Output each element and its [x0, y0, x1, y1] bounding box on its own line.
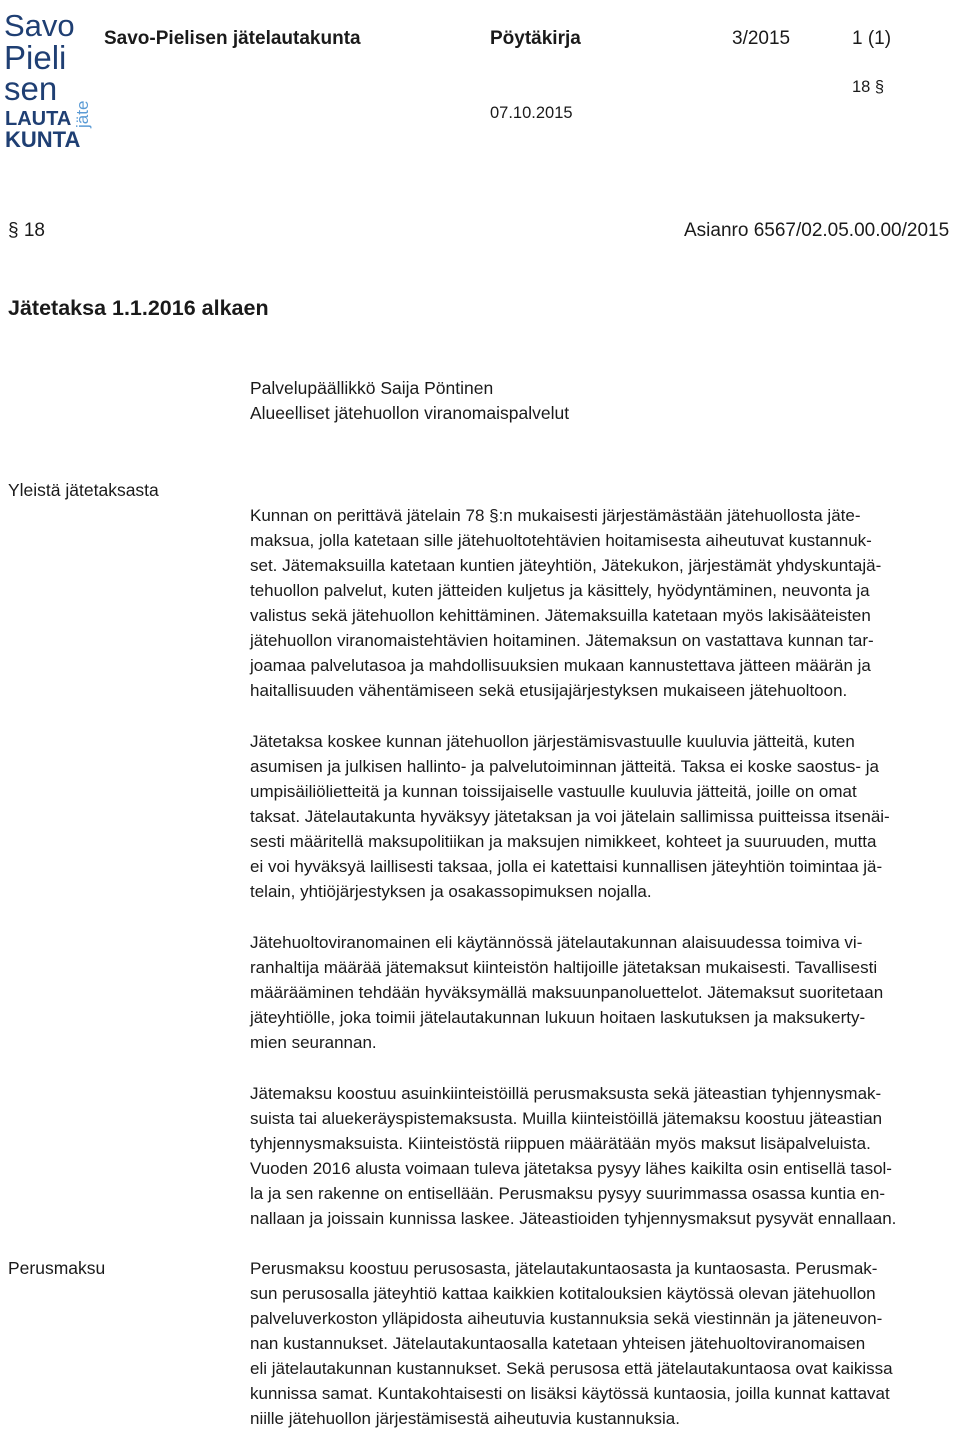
paragraph-line: jätehuollon viranomaistehtävien hoitaminen. Jätemaksun on vastattava kunnan tar-: [250, 631, 874, 650]
logo-line-savo: Savo: [4, 8, 75, 43]
paragraph-line: eli jätelautakunnan kustannukset. Sekä perusosa että jätelautakuntaosa ovat kaikissa: [250, 1359, 893, 1378]
paragraph-line: nallaan ja joissain kunnissa laskee. Jäteastioiden tyhjennysmaksut pysyvät ennallaan.: [250, 1209, 897, 1228]
header-organization: Savo-Pielisen jätelautakunta: [104, 28, 361, 49]
paragraph-line: taksat. Jätelautakunta hyväksyy jätetaksan ja voi jätelain sallimissa puitteissa itsenäi-: [250, 807, 890, 826]
paragraph-line: Perusmaksu koostuu perusosasta, jätelautakuntaosasta ja kuntaosasta. Perusmak-: [250, 1259, 878, 1278]
paragraph-line: tyhjennysmaksuista. Kiinteistöstä riippuen määrätään myös maksut lisäpalveluista.: [250, 1134, 871, 1153]
section-number: § 18: [8, 220, 45, 241]
paragraph-line: Vuoden 2016 alusta voimaan tuleva jätetaksa pysyy lähes kaikilta osin entisellä tasol-: [250, 1159, 892, 1178]
logo-line-kunta: KUNTA: [5, 127, 81, 152]
logo-line-lauta: LAUTA: [5, 108, 72, 130]
paragraph-line: maksua, jolla katetaan sille jätehuoltotehtävien hoitamisesta aiheutuvat kustannuk-: [250, 531, 872, 550]
header-date: 07.10.2015: [490, 104, 573, 122]
presenter-name: Palvelupäällikkö Saija Pöntinen: [250, 378, 494, 398]
logo-line-sen: sen: [4, 70, 58, 107]
paragraph-basic-fee: [250, 1256, 960, 1431]
sidebar-heading-general: Yleistä jätetaksasta: [8, 480, 159, 500]
paragraph-line: ranhaltija määrää jätemaksut kiinteistön haltijoille jätetaksan mukaisesti. Tavallisesti: [250, 958, 878, 977]
paragraph-fee-structure: [250, 1081, 960, 1231]
case-number: Asianro 6567/02.05.00.00/2015: [684, 220, 950, 241]
presenter-unit: Alueelliset jätehuollon viranomaispalvelut: [250, 403, 570, 423]
paragraph-line: nan kustannukset. Jätelautakuntaosalla katetaan yhteisen jätehuoltoviranomaisen: [250, 1334, 866, 1353]
savo-pielisen-jatelautakunta-logo: [4, 6, 92, 152]
paragraph-line: suista tai aluekeräyspistemaksusta. Muilla kiinteistöillä jätemaksu koostuu jäteastian: [250, 1109, 883, 1128]
paragraph-line: asumisen ja julkisen hallinto- ja palvelutoiminnan jätteitä. Taksa ei koske saostus- ja: [250, 757, 880, 776]
paragraph-line: Jätehuoltoviranomainen eli käytännössä jätelautakunnan alaisuudessa toimiva vi-: [250, 933, 863, 952]
paragraph-line: haitallisuuden vähentämiseen sekä etusijajärjestyksen mukaiseen jätehuoltoon.: [250, 681, 848, 700]
paragraph-line: ei voi hyväksyä laillisesti taksaa, jolla ei katettaisi kunnallisen jäteyhtiön toimintaa jä-: [250, 857, 883, 876]
paragraph-line: Jätemaksu koostuu asuinkiinteistöillä perusmaksusta sekä jäteastian tyhjennysmak-: [250, 1084, 882, 1103]
paragraph-line: mien seurannan.: [250, 1033, 377, 1052]
paragraph-line: palveluverkoston ylläpidosta aiheutuvia kustannuksia sekä viestinnän ja jäteneuvon-: [250, 1309, 883, 1328]
paragraph-line: joamaa palvelutasoa ja mahdollisuuksien mukaan kannustettava jätteen määrän ja: [250, 656, 871, 675]
sidebar-heading-basic-fee: Perusmaksu: [8, 1258, 106, 1278]
paragraph-line: set. Jätemaksuilla katetaan kuntien jäteyhtiön, Jätekukon, järjestämät yhdyskuntajä-: [250, 556, 882, 575]
paragraph-line: kunnissa samat. Kuntakohtaisesti on lisäksi käytössä kuntaosia, joilla kunnat kattavat: [250, 1384, 890, 1403]
logo-line-pieli: Pieli: [4, 39, 67, 76]
paragraph-line: sesti määritellä maksupolitiikan ja maksujen nimikkeet, kohteet ja suuruuden, mutta: [250, 832, 877, 851]
logo-vertical-jate: jäte: [73, 100, 92, 128]
paragraph-line: niille jätehuollon järjestämisestä aiheutuvia kustannuksia.: [250, 1409, 680, 1428]
paragraph-general: [250, 503, 960, 703]
paragraph-authority: [250, 930, 960, 1055]
paragraph-line: Jätetaksa koskee kunnan jätehuollon järjestämisvastuulle kuuluvia jätteitä, kuten: [250, 732, 855, 751]
header-section: 18 §: [852, 78, 885, 96]
paragraph-line: Kunnan on perittävä jätelain 78 §:n mukaisesti järjestämästään jätehuollosta jäte-: [250, 506, 861, 525]
paragraph-line: umpisäiliölietteitä ja kunnan toissijaiselle vastuulle kuuluvia jätteitä, joille on omat: [250, 782, 857, 801]
header-document-type: Pöytäkirja: [490, 28, 581, 49]
paragraph-line: sun perusosalla jäteyhtiö kattaa kaikkien kotitalouksien käytössä olevan jätehuollon: [250, 1284, 876, 1303]
paragraph-scope: [250, 729, 960, 904]
paragraph-line: määrääminen tehdään hyväksymällä maksuunpanoluettelot. Jätemaksut suoritetaan: [250, 983, 884, 1002]
paragraph-line: la ja sen rakenne on entisellään. Perusmaksu pysyy suurimmassa osassa kuntia en-: [250, 1184, 885, 1203]
header-page-number: 1 (1): [852, 28, 892, 49]
paragraph-line: jäteyhtiölle, joka toimii jätelautakunnan lukuun hoitaen laskutuksen ja maksukerty-: [250, 1008, 866, 1027]
paragraph-line: valistus sekä jätehuollon kehittäminen. Jätemaksuilla katetaan myös lakisääteisten: [250, 606, 871, 625]
page-title: Jätetaksa 1.1.2016 alkaen: [8, 296, 269, 320]
header-document-number: 3/2015: [732, 28, 791, 49]
paragraph-line: tehuollon palvelut, kuten jätteiden kuljetus ja käsittely, hyödyntäminen, neuvonta ja: [250, 581, 870, 600]
paragraph-line: telain, yhtiöjärjestyksen ja osakassopimuksen nojalla.: [250, 882, 652, 901]
